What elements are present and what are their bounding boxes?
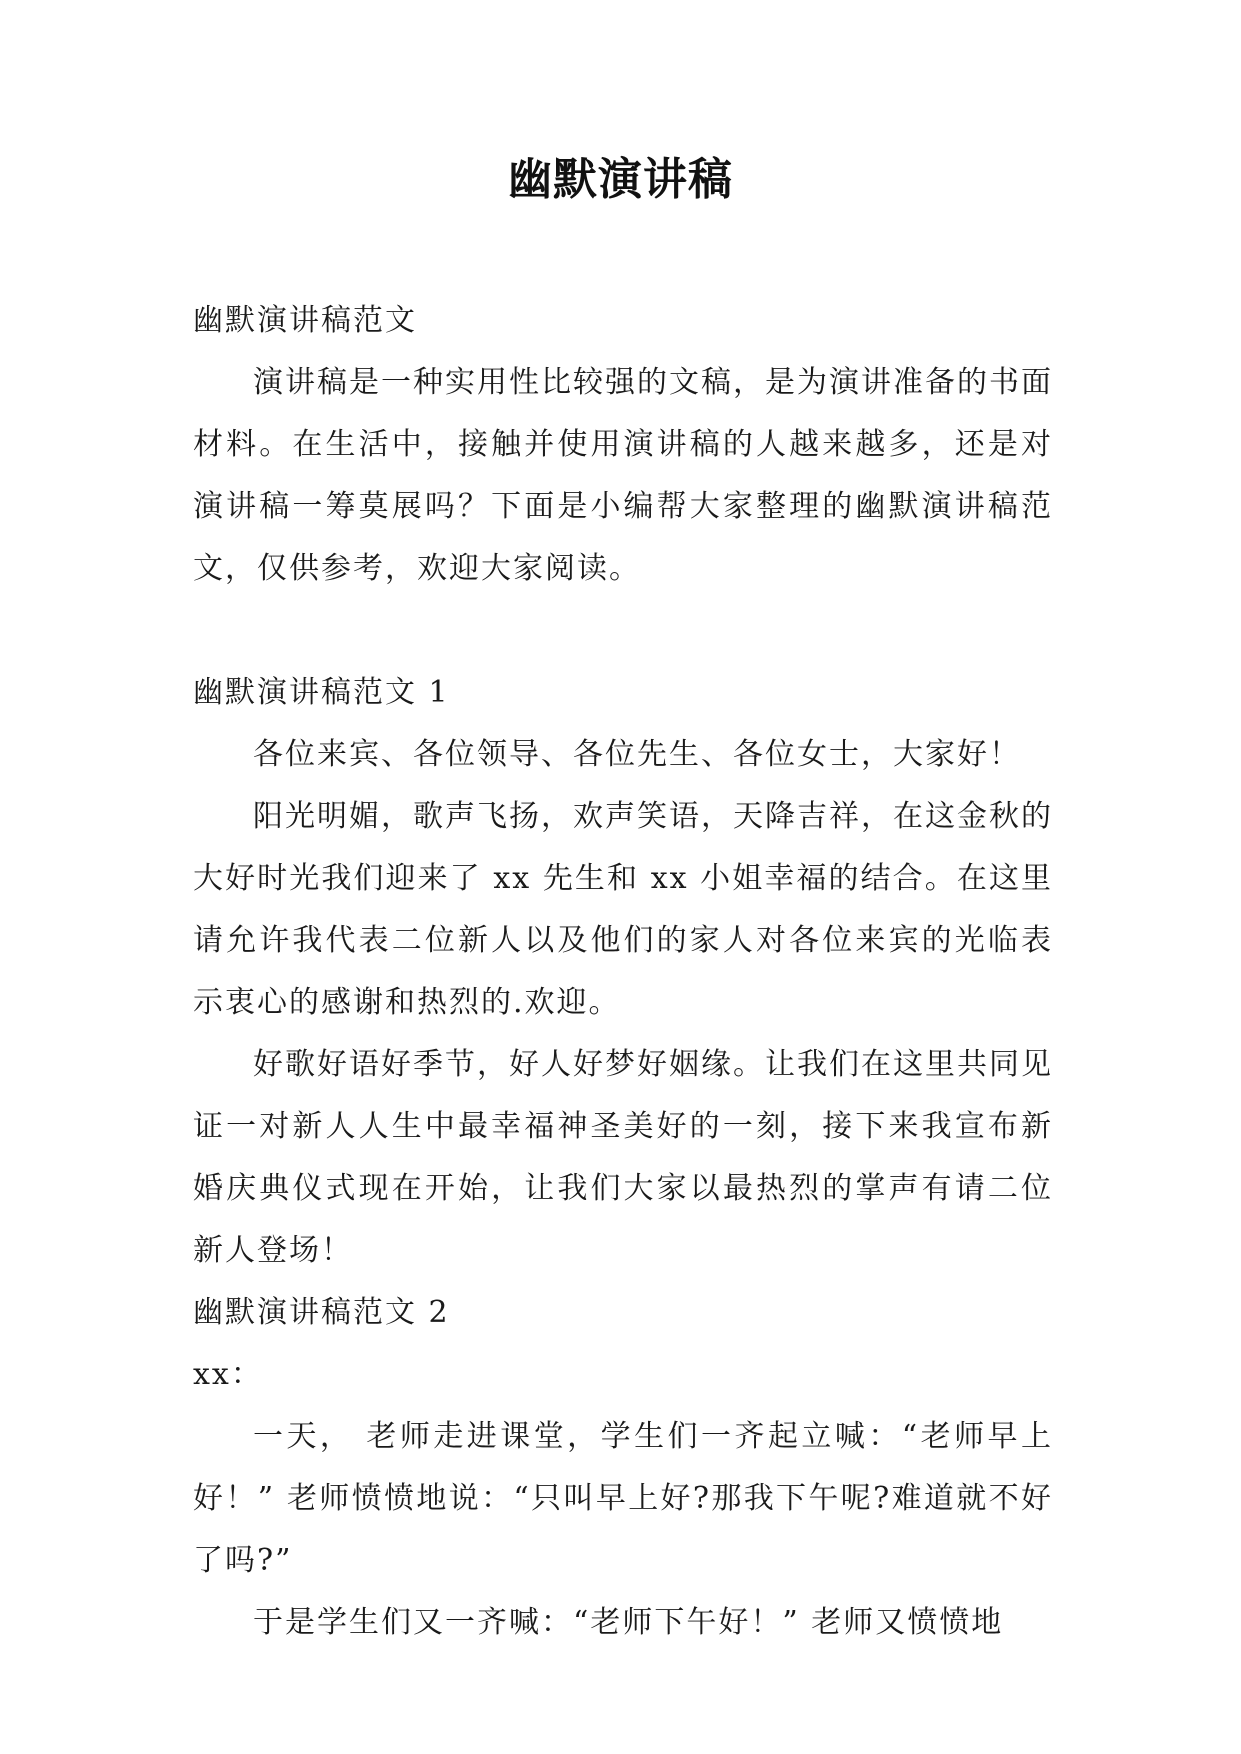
body-paragraph: 演讲稿是一种实用性比较强的文稿，是为演讲准备的书面材料。在生活中，接触并使用演讲稿的人越来越多，还是对演讲稿一筹莫展吗？下面是小编帮大家整理的幽默演讲稿范文，仅供参考，欢迎大家阅读。: [193, 365, 1053, 586]
body-paragraph: 阳光明媚，歌声飞扬，欢声笑语，天降吉祥，在这金秋的大好时光我们迎来了 xx 先生和 xx 小姐幸福的结合。在这里请允许我代表二位新人以及他们的家人对各位来宾的光临表示衷心的感谢和热烈的.欢迎。: [193, 799, 1053, 1020]
body-paragraph: 一天， 老师走进课堂，学生们一齐起立喊：“老师早上好！” 老师愤愤地说：“只叫早上好?那我下午呢?难道就不好了吗?”: [193, 1419, 1053, 1578]
section-heading: 幽默演讲稿范文 1: [193, 675, 450, 710]
body-paragraph: 各位来宾、各位领导、各位先生、各位女士，大家好！: [253, 737, 1021, 772]
section-heading: 幽默演讲稿范文 2: [193, 1295, 450, 1330]
section-spacer: [193, 600, 1053, 662]
section-heading: xx：: [193, 1357, 263, 1392]
document-body: [193, 290, 1053, 1654]
document-title: 幽默演讲稿: [508, 154, 733, 205]
section-heading: 幽默演讲稿范文: [193, 303, 417, 338]
body-paragraph: 好歌好语好季节，好人好梦好姻缘。让我们在这里共同见证一对新人人生中最幸福神圣美好的一刻，接下来我宣布新婚庆典仪式现在开始，让我们大家以最热烈的掌声有请二位新人登场！: [193, 1047, 1053, 1268]
body-paragraph: 于是学生们又一齐喊：“老师下午好！” 老师又愤愤地: [253, 1605, 1004, 1640]
